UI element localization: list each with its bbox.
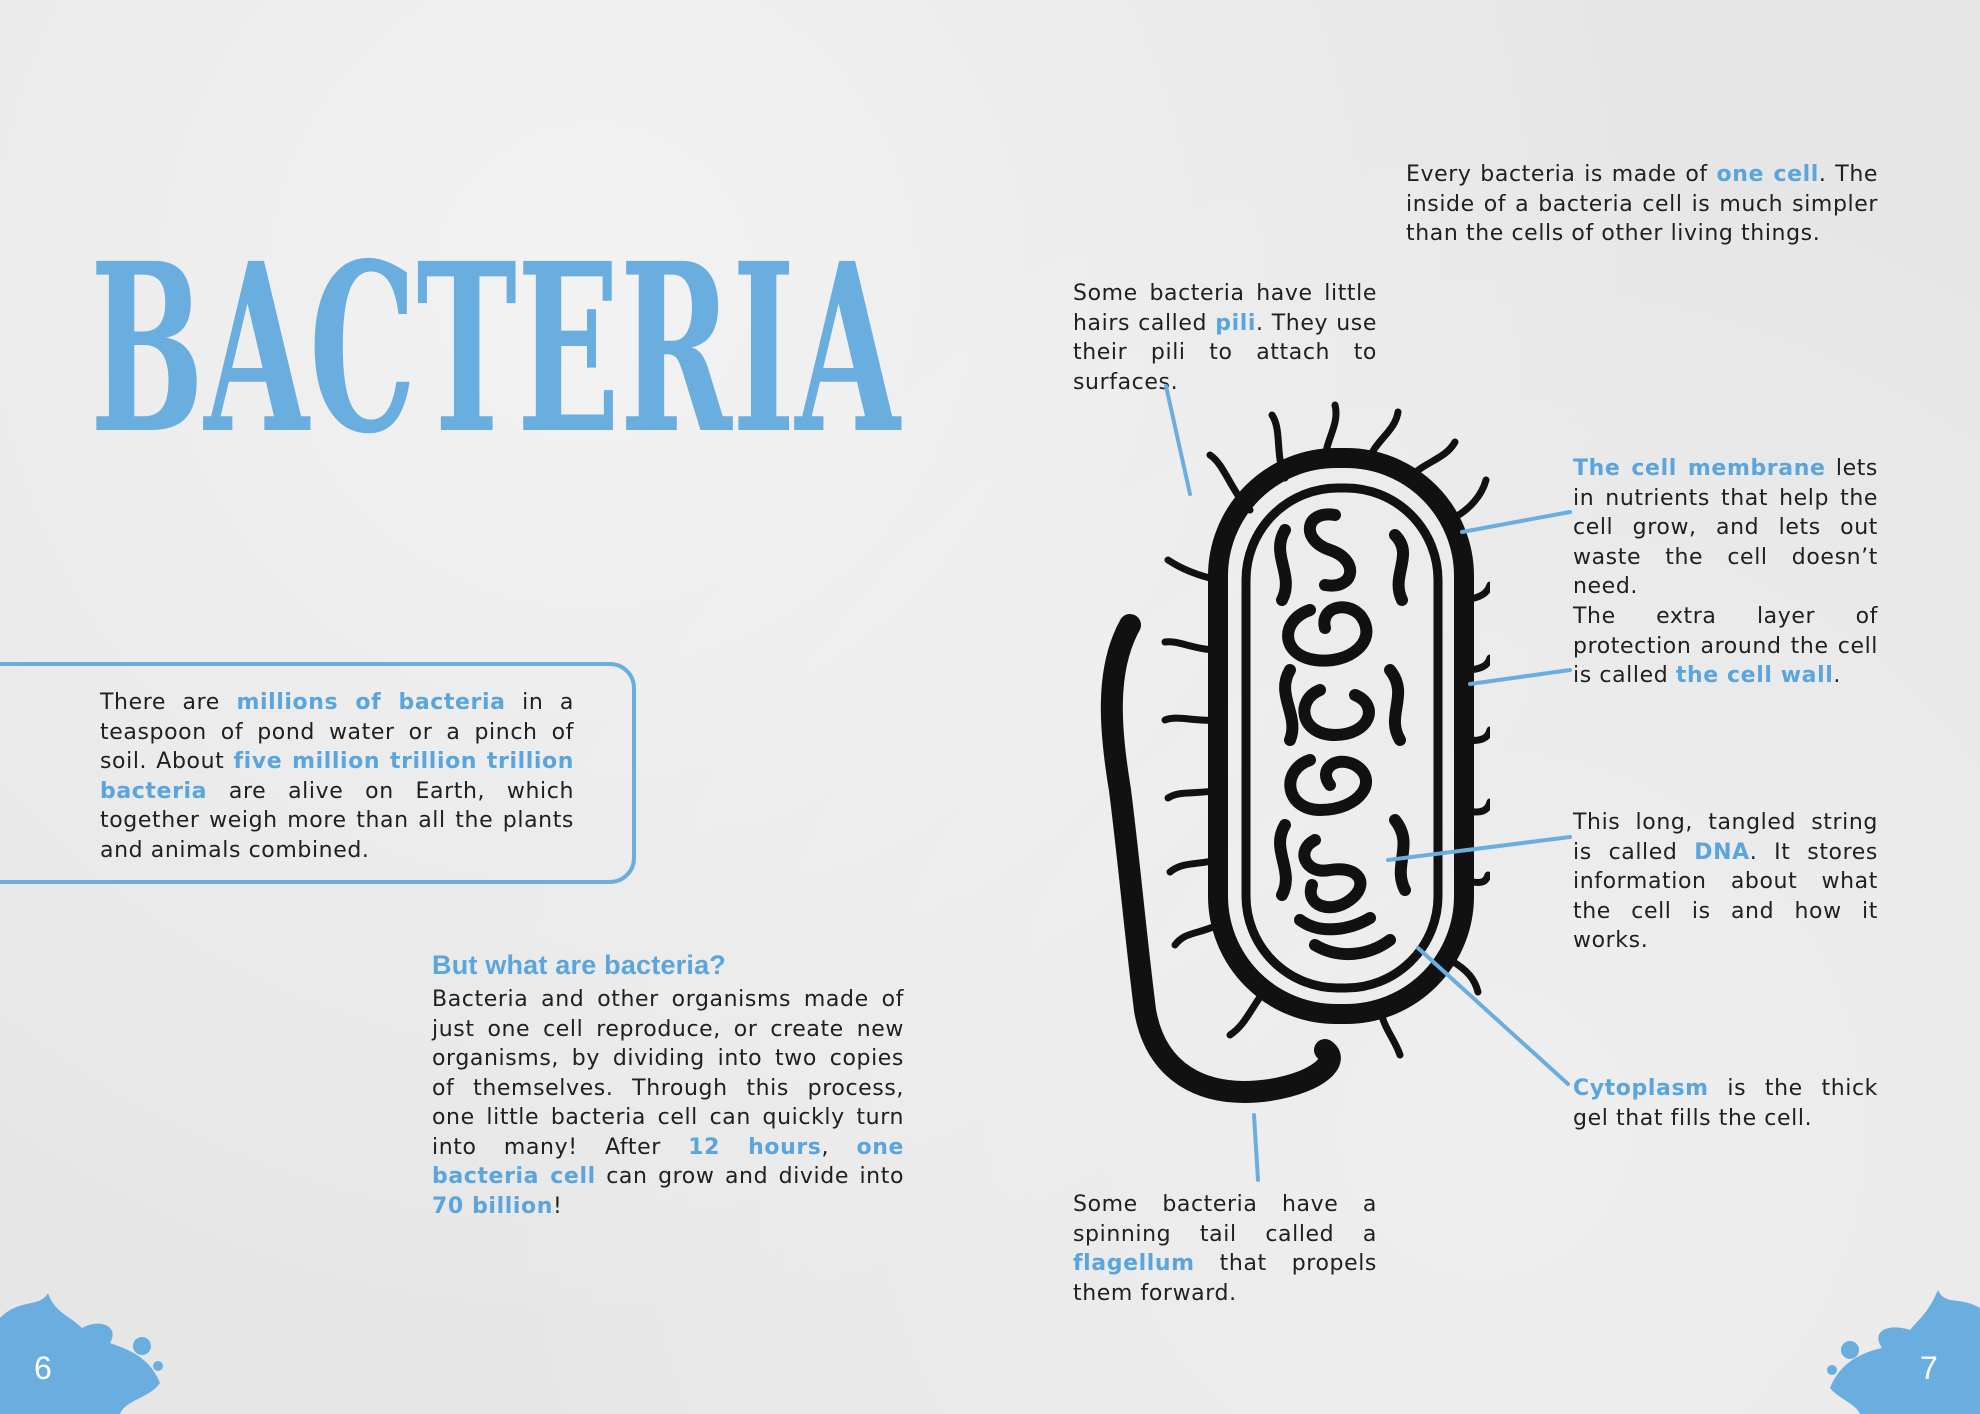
body-text: Some bacteria have a spinning tail called a <box>1073 1192 1377 1247</box>
label-cell-wall <box>1573 602 1878 691</box>
page-title <box>90 185 910 505</box>
dna-strand <box>1280 514 1405 954</box>
fact-box-paragraph <box>100 688 574 865</box>
label-flagellum-text <box>1073 1190 1377 1308</box>
highlight-text: pili <box>1215 310 1257 336</box>
page-title-text: BACTERIA <box>90 212 902 485</box>
question-body <box>432 985 904 1221</box>
body-text: in a teaspoon of pond water or a pinch of soil. About <box>100 690 575 774</box>
bacterium-diagram <box>1050 370 1490 1130</box>
highlight-text: DNA <box>1694 839 1750 865</box>
label-dna-text <box>1573 808 1878 956</box>
body-text: ! <box>552 1193 563 1219</box>
highlight-text: flagellum <box>1073 1251 1195 1276</box>
label-cytoplasm-text <box>1573 1074 1878 1133</box>
one-cell-paragraph <box>1406 160 1878 249</box>
label-cell-wall-text <box>1573 602 1878 691</box>
highlight-text: 12 hours <box>688 1134 822 1160</box>
splash-left <box>0 1288 170 1414</box>
body-text: can grow and divide into <box>595 1164 904 1189</box>
body-text: is the thick gel that fills the cell. <box>1573 1076 1878 1131</box>
highlight-text: Cytoplasm <box>1573 1076 1709 1101</box>
body-text: Every bacteria is made of <box>1406 162 1717 187</box>
body-text: . They use their pili to attach to surfaces. <box>1073 310 1377 395</box>
body-text: that propels them forward. <box>1073 1251 1377 1306</box>
one-cell-note <box>1406 160 1878 249</box>
highlight-text: 70 billion <box>432 1193 553 1219</box>
label-cell-membrane-text <box>1573 454 1878 602</box>
label-dna <box>1573 808 1878 956</box>
highlight-text: millions of bacteria <box>236 690 506 715</box>
body-text: . It stores information about what the cell is and how it works. <box>1573 839 1878 953</box>
body-text: lets in nutrients that help the cell grow, and lets out waste the cell doesn’t need. <box>1573 456 1878 599</box>
highlight-text: the cell wall <box>1675 663 1834 688</box>
highlight-text: one bacteria cell <box>432 1134 904 1189</box>
body-text: are alive on Earth, which together weigh more than all the plants and animals combined. <box>100 778 574 863</box>
highlight-text: one cell <box>1716 162 1819 187</box>
body-text: , <box>821 1134 857 1160</box>
label-cell-membrane <box>1573 454 1878 602</box>
body-text: . The inside of a bacteria cell is much simpler than the cells of other living things. <box>1406 162 1879 246</box>
page-number-left: 6 <box>34 1350 52 1386</box>
question-heading: But what are bacteria? <box>432 950 726 980</box>
page-number-right: 7 <box>1920 1350 1938 1386</box>
highlight-text: five million trillion trillion bacteria <box>100 749 574 804</box>
body-text: . <box>1833 663 1841 688</box>
splash-right <box>1810 1288 1980 1414</box>
body-text: The extra layer of protection around the cell is called <box>1573 604 1878 688</box>
label-cytoplasm <box>1573 1074 1878 1133</box>
label-flagellum <box>1073 1190 1377 1308</box>
question-paragraph <box>432 985 904 1221</box>
body-text: Bacteria and other organisms made of just one cell reproduce, or create new organisms, by dividing into two copies of themselves. Through this process, one little bacteria cell can quickly turn into many! After <box>432 987 904 1160</box>
body-text: Some bacteria have little hairs called <box>1073 281 1377 336</box>
fact-box-text <box>100 688 574 865</box>
body-text: This long, tangled string is called <box>1573 810 1878 865</box>
highlight-text: The cell membrane <box>1573 456 1826 481</box>
body-text: There are <box>100 690 237 715</box>
